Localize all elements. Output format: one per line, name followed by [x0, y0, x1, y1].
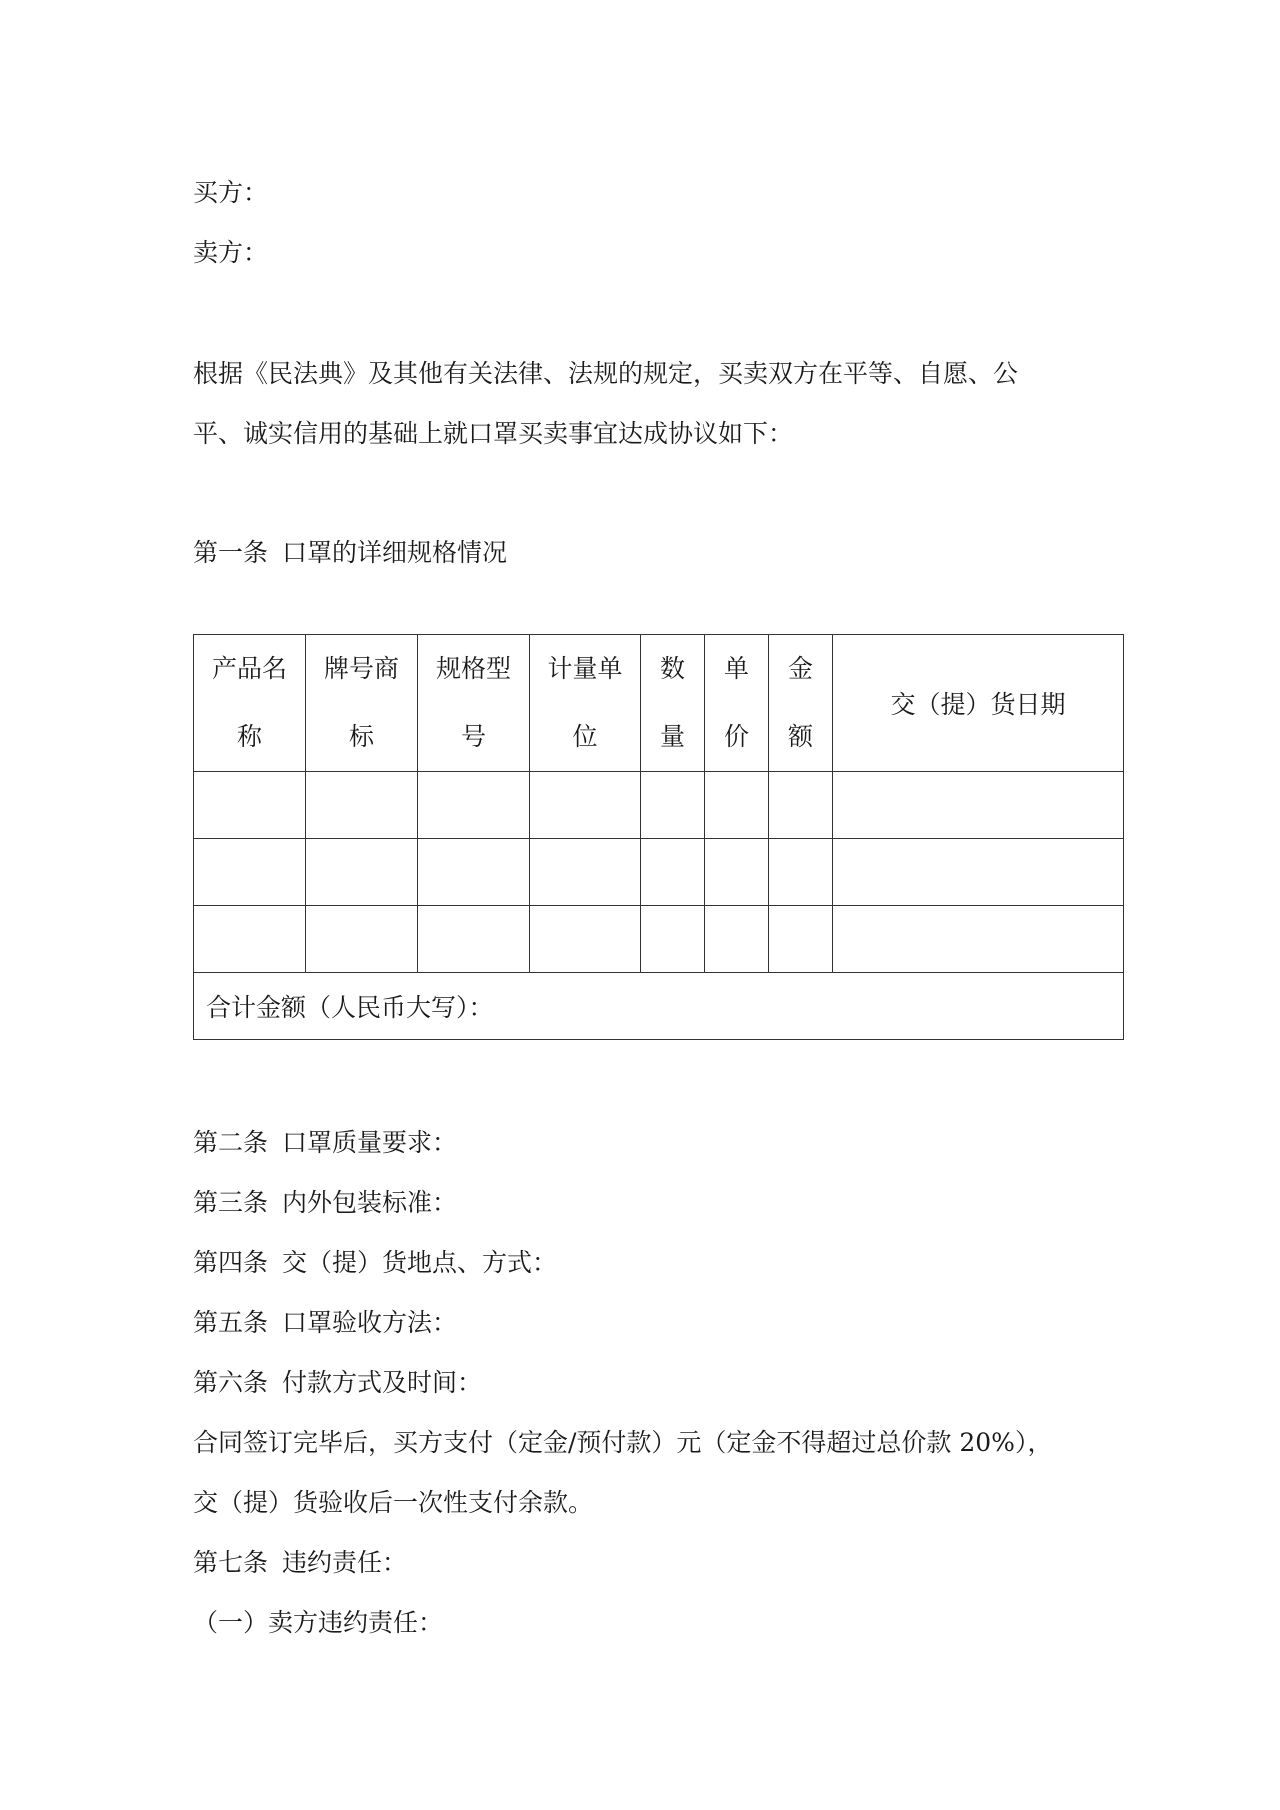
table-cell[interactable] [769, 772, 833, 839]
payment-line-2: 交（提）货验收后一次性支付余款。 [193, 1488, 594, 1517]
table-cell[interactable] [530, 772, 641, 839]
table-cell[interactable] [641, 839, 705, 906]
seller-liability-heading: （一）卖方违约责任： [193, 1608, 444, 1637]
table-cell[interactable] [194, 906, 306, 973]
header-unit-price: 单 价 [705, 635, 769, 772]
buyer-label: 买方： [193, 178, 269, 207]
table-cell[interactable] [705, 772, 769, 839]
preamble-line-2: 平、诚实信用的基础上就口罩买卖事宜达成协议如下： [193, 419, 794, 448]
total-row [194, 973, 1124, 1040]
table-header-row [194, 635, 1124, 772]
payment-line-1: 合同签订完毕后，买方支付（定金/预付款）元（定金不得超过总价款 20%）， [193, 1428, 1053, 1457]
table-cell[interactable] [833, 906, 1124, 973]
table-cell[interactable] [641, 772, 705, 839]
header-quantity: 数 量 [641, 635, 705, 772]
article-3-heading: 第三条 内外包装标准： [193, 1188, 458, 1217]
table-cell[interactable] [530, 839, 641, 906]
table-cell[interactable] [418, 839, 530, 906]
table-cell[interactable] [833, 772, 1124, 839]
article-4-heading: 第四条 交（提）货地点、方式： [193, 1248, 558, 1277]
table-cell[interactable] [530, 906, 641, 973]
seller-label: 卖方： [193, 238, 269, 267]
table-cell[interactable] [306, 772, 418, 839]
header-unit: 计量单 位 [530, 635, 641, 772]
table-cell[interactable] [194, 839, 306, 906]
header-spec-model: 规格型 号 [418, 635, 530, 772]
table-cell[interactable] [769, 839, 833, 906]
table-cell[interactable] [306, 906, 418, 973]
article-2-heading: 第二条 口罩质量要求： [193, 1128, 458, 1157]
table-cell[interactable] [833, 839, 1124, 906]
table-cell[interactable] [705, 906, 769, 973]
header-brand: 牌号商 标 [306, 635, 418, 772]
article-1-heading [193, 540, 507, 565]
header-delivery-date: 交（提）货日期 [833, 635, 1124, 772]
header-amount: 金 额 [769, 635, 833, 772]
article-7-heading: 第七条 违约责任： [193, 1548, 408, 1577]
article-number: 第一条 [193, 538, 269, 567]
table-cell[interactable] [705, 839, 769, 906]
table-cell[interactable] [769, 906, 833, 973]
table-cell[interactable] [641, 906, 705, 973]
table-row [194, 772, 1124, 839]
article-6-heading: 第六条 付款方式及时间： [193, 1368, 483, 1397]
table-row [194, 906, 1124, 973]
table-cell[interactable] [194, 772, 306, 839]
article-title: 口罩的详细规格情况 [282, 538, 508, 567]
table-cell[interactable] [418, 772, 530, 839]
table-row [194, 839, 1124, 906]
spec-table [193, 634, 1124, 1040]
preamble-line-1: 根据《民法典》及其他有关法律、法规的规定，买卖双方在平等、自愿、公 [193, 359, 1019, 388]
table-cell[interactable] [306, 839, 418, 906]
total-amount-label: 合计金额（人民币大写）： [194, 973, 1124, 1040]
article-5-heading: 第五条 口罩验收方法： [193, 1308, 458, 1337]
header-product-name: 产品名 称 [194, 635, 306, 772]
table-cell[interactable] [418, 906, 530, 973]
